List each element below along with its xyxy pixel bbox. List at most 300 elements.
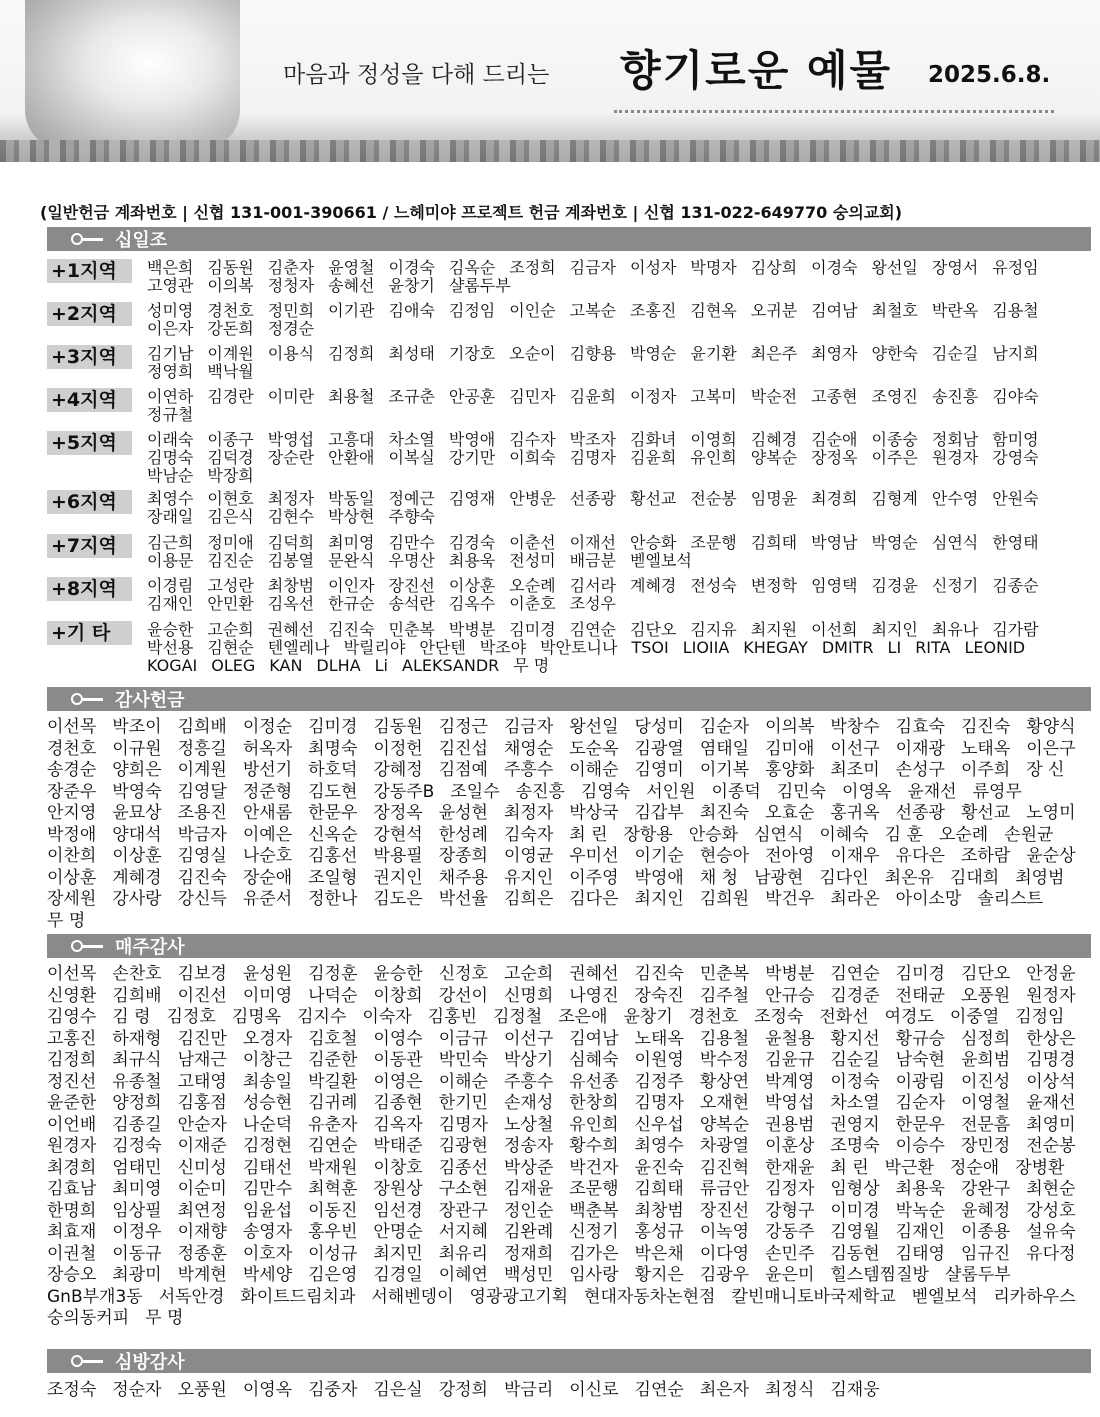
donor-name: 하재형 — [112, 1028, 162, 1049]
hands-image — [25, 0, 240, 150]
donor-name: 백춘복 — [569, 1200, 619, 1221]
donor-name: 정경순 — [267, 319, 315, 338]
donor-name: 김용철 — [699, 1028, 750, 1049]
donor-name: 이혜숙 — [819, 824, 869, 845]
donor-name: 안원숙 — [992, 489, 1039, 508]
donor-name: 김영미 — [634, 760, 684, 780]
region-row — [47, 302, 1091, 338]
donor-name: 김진숙 — [634, 964, 684, 984]
donor-name: 박민숙 — [438, 1050, 488, 1070]
donor-name: 김경일 — [373, 1265, 423, 1285]
donor-name: 박녹순 — [895, 1200, 945, 1221]
donor-name: 이진성 — [960, 1071, 1011, 1092]
donor-name: DLHA — [316, 656, 361, 675]
donor-name: 우명산 — [388, 551, 435, 570]
donor-name: 고복순 — [569, 301, 616, 320]
donor-name: 화이트드림치과 — [240, 1286, 356, 1307]
donor-name: 신옥순 — [308, 824, 358, 845]
donor-name: 정영희 — [147, 362, 194, 381]
donor-name: 최현순 — [1026, 1179, 1076, 1199]
donor-name: 조정숙 — [754, 1007, 804, 1027]
donor-name: 최 린 — [830, 1157, 869, 1178]
donor-name: 계혜경 — [112, 867, 162, 888]
donor-name: 선종광 — [895, 803, 945, 823]
donor-name: 최진숙 — [699, 803, 750, 823]
donor-name: 최 린 — [569, 824, 608, 845]
donor-name: 유다은 — [895, 846, 945, 866]
donor-name: 김가람 — [992, 620, 1039, 639]
donor-name: 김동현 — [830, 1243, 880, 1264]
donor-name: 차소열 — [388, 430, 435, 449]
donor-name: 신정기 — [931, 576, 979, 595]
donor-name: 이중열 — [949, 1007, 1000, 1027]
donor-name: 유선종 — [569, 1071, 619, 1092]
donor-name: 김영실 — [177, 846, 227, 866]
section-header-thanks — [47, 687, 1091, 711]
donor-name: 조문행 — [690, 533, 737, 552]
donor-name: 박병분 — [448, 620, 496, 639]
donor-name: 최라온 — [830, 889, 880, 909]
donor-name: 송진흥 — [515, 781, 565, 802]
donor-name: 홍성규 — [634, 1222, 684, 1242]
donor-name: 안수영 — [931, 489, 979, 508]
donor-name: 김정임 — [1015, 1007, 1065, 1027]
weekly-names — [47, 964, 1097, 1330]
donor-name: 박근환 — [884, 1157, 934, 1178]
donor-name: OLEG — [211, 656, 256, 675]
donor-name: 임사랑 — [569, 1265, 619, 1285]
region-names — [147, 388, 1091, 424]
donor-name: 이래숙 — [147, 430, 194, 449]
donor-name: 이혜연 — [438, 1265, 488, 1285]
donor-name: 안승화 — [688, 824, 739, 845]
header-title: 향기로운 예물 — [620, 46, 893, 95]
donor-name: 최지인 — [871, 620, 918, 639]
donor-name: 강정희 — [438, 1380, 488, 1400]
donor-name: 이예은 — [242, 824, 293, 845]
donor-name: 고흥대 — [328, 430, 375, 449]
donor-name: 한규순 — [328, 594, 375, 613]
region-names — [147, 345, 1091, 381]
donor-name: 윤재선 — [907, 781, 957, 802]
donor-name: 최온유 — [884, 867, 934, 888]
donor-name: 샬롬두부 — [944, 1265, 1011, 1285]
donor-name: 이주희 — [960, 760, 1011, 780]
donor-name: 김봉열 — [267, 551, 315, 570]
region-names — [147, 621, 1091, 675]
donor-name: 박용필 — [373, 846, 423, 866]
donor-name: 유지인 — [503, 867, 554, 888]
donor-name: 홍귀옥 — [830, 803, 880, 823]
donor-name: 김태영 — [895, 1243, 945, 1264]
region-names — [147, 534, 1091, 570]
donor-name: 칼빈매니토바국제학교 — [731, 1286, 896, 1307]
region-names — [147, 577, 1091, 613]
donor-name: 권혜선 — [267, 620, 315, 639]
donor-name: 무 명 — [47, 910, 86, 931]
donor-name: 이경숙 — [388, 258, 435, 277]
donor-name: 김기남 — [147, 344, 194, 363]
donor-name: 주향숙 — [388, 507, 435, 526]
donor-name: 이동진 — [308, 1200, 358, 1221]
donor-name: 김경란 — [207, 387, 254, 406]
donor-name: 이상훈 — [448, 576, 496, 595]
donor-name: 황수희 — [569, 1136, 619, 1156]
donor-name: 박상현 — [328, 507, 375, 526]
donor-name: 김명자 — [634, 1093, 684, 1113]
donor-name: 윤재선 — [1026, 1093, 1076, 1113]
donor-name: 송영자 — [242, 1222, 293, 1242]
donor-name: 정순자 — [112, 1380, 162, 1400]
donor-name: 김 훈 — [884, 824, 923, 845]
donor-name: 조문행 — [569, 1179, 619, 1199]
donor-name: 정흥길 — [177, 738, 227, 759]
donor-name: 김정희 — [47, 1050, 97, 1070]
donor-name: KHEGAY — [743, 638, 808, 657]
donor-name: 이권철 — [47, 1243, 97, 1264]
donor-name: 최정식 — [765, 1380, 815, 1400]
donor-name: 최은자 — [699, 1380, 750, 1400]
donor-name: 조홍진 — [630, 301, 677, 320]
donor-name: 임규진 — [960, 1243, 1011, 1264]
donor-name: 박태준 — [373, 1136, 423, 1156]
forest-strip-image — [0, 140, 1100, 162]
donor-name: 이정숙 — [830, 1071, 880, 1092]
donor-name: 성미영 — [147, 301, 194, 320]
donor-name: LIOIIA — [682, 638, 730, 657]
donor-name: LEONID — [964, 638, 1026, 657]
donor-name: 윤묘상 — [112, 803, 162, 823]
donor-name: 박영애 — [448, 430, 496, 449]
donor-name: 전태균 — [895, 985, 945, 1006]
donor-name: 강동주B — [373, 781, 435, 802]
donor-name: 한명희 — [47, 1200, 97, 1221]
donor-name: 손재성 — [503, 1093, 554, 1113]
donor-name: 최경희 — [811, 489, 858, 508]
donor-name: 노상철 — [503, 1114, 554, 1135]
donor-name: 이창희 — [373, 985, 423, 1006]
donor-name: 고순희 — [207, 620, 254, 639]
donor-name: 이경림 — [147, 576, 194, 595]
donor-name: 김숙자 — [503, 824, 554, 845]
donor-name: 강성호 — [1026, 1200, 1076, 1221]
region-label: +6지역 — [47, 490, 132, 514]
donor-name: 최지원 — [750, 620, 798, 639]
donor-name: 황선교 — [630, 489, 677, 508]
donor-name: 이기복 — [699, 760, 750, 780]
donor-name: 이금규 — [438, 1028, 488, 1049]
donor-name: 윤성원 — [242, 964, 293, 984]
donor-name: 경천호 — [207, 301, 254, 320]
donor-name: 신명희 — [503, 985, 554, 1006]
donor-name: 여경도 — [884, 1007, 934, 1027]
donor-name: 서지혜 — [438, 1222, 488, 1242]
donor-name: 최용욱 — [895, 1179, 945, 1199]
donor-name: 임명윤 — [750, 489, 798, 508]
region-names — [147, 431, 1091, 485]
donor-name: 당성미 — [634, 717, 684, 737]
donor-name: 서독안경 — [158, 1286, 225, 1307]
donor-name: 김태선 — [242, 1157, 293, 1178]
donor-name: 장영서 — [931, 258, 979, 277]
donor-name: 박금자 — [177, 824, 227, 845]
donor-name: 김혜경 — [750, 430, 798, 449]
donor-name: 김경윤 — [871, 576, 918, 595]
region-row — [47, 259, 1091, 295]
donor-name: 이동관 — [373, 1050, 423, 1070]
donor-name: 벧엘보석 — [630, 551, 692, 570]
donor-name: 김연순 — [830, 964, 880, 984]
donor-name: 이선구 — [830, 738, 880, 759]
donor-name: 유다정 — [1026, 1243, 1076, 1264]
donor-name: 최정자 — [267, 489, 315, 508]
donor-name: 김갑부 — [634, 803, 684, 823]
donor-name: 김다은 — [569, 889, 619, 909]
donor-name: 샬롬두부 — [448, 276, 511, 295]
donor-name: 영광광고기획 — [469, 1286, 569, 1307]
donor-name: 김점예 — [438, 760, 488, 780]
donor-name: 송경순 — [47, 760, 97, 780]
donor-name: 이찬희 — [47, 846, 97, 866]
donor-name: 안승화 — [630, 533, 677, 552]
donor-name: 김은식 — [207, 507, 254, 526]
donor-name: 이주은 — [871, 448, 918, 467]
donor-name: 조은애 — [558, 1007, 608, 1027]
donor-name: 김다인 — [819, 867, 869, 888]
donor-name: 이규원 — [112, 738, 162, 759]
region-label: +기 타 — [47, 621, 132, 645]
donor-name: 조성우 — [569, 594, 616, 613]
donor-name: 김완례 — [503, 1222, 554, 1242]
donor-name: 장래일 — [147, 507, 194, 526]
donor-name: 장원상 — [373, 1179, 423, 1199]
donor-name: 김진섭 — [438, 738, 488, 759]
donor-name: 최영수 — [147, 489, 194, 508]
donor-name: 강사랑 — [112, 889, 162, 909]
donor-name: 윤진숙 — [634, 1157, 684, 1178]
donor-name: 한문우 — [308, 803, 358, 823]
donor-name: 원정자 — [1026, 985, 1076, 1006]
donor-name: 전성숙 — [690, 576, 737, 595]
donor-name: 원경자 — [931, 448, 979, 467]
donor-name: 김덕경 — [207, 448, 254, 467]
donor-name: 김홍점 — [177, 1093, 227, 1113]
donor-name: 오순례 — [938, 824, 989, 845]
donor-name: 김동원 — [207, 258, 254, 277]
donor-name: 오귀분 — [750, 301, 798, 320]
donor-name: 최지민 — [373, 1243, 423, 1264]
donor-name: 최조미 — [830, 760, 880, 780]
donor-name: 주흥수 — [503, 760, 554, 780]
donor-name: 김윤규 — [765, 1050, 815, 1070]
region-names — [147, 259, 1091, 295]
donor-name: 최혁훈 — [308, 1179, 358, 1199]
donor-name: 현대자동차논현점 — [584, 1286, 716, 1307]
donor-name: 왕선일 — [569, 717, 619, 737]
donor-name: 김정현 — [242, 1136, 293, 1156]
donor-name: 이영은 — [373, 1071, 423, 1092]
donor-name: 원경자 — [47, 1136, 97, 1156]
donor-name: 정규철 — [147, 405, 194, 424]
donor-name: 윤순상 — [1026, 846, 1076, 866]
donor-name: 리카하우스 — [993, 1286, 1076, 1307]
donor-name: 유준서 — [242, 889, 293, 909]
donor-name: 김옥순 — [448, 258, 496, 277]
donor-name: 김수자 — [509, 430, 556, 449]
donor-name: 윤기환 — [690, 344, 737, 363]
donor-name: 김민숙 — [776, 781, 827, 802]
donor-name: 김지유 — [690, 620, 737, 639]
region-row — [47, 534, 1091, 570]
donor-name: 조명숙 — [830, 1136, 880, 1156]
donor-name: 윤승한 — [373, 964, 423, 984]
donor-name: 정인순 — [503, 1200, 554, 1221]
donor-name: 박영애 — [634, 867, 684, 888]
donor-name: 황지은 — [634, 1265, 684, 1285]
donor-name: 고홍진 — [47, 1028, 97, 1049]
donor-name: 박병분 — [765, 964, 815, 984]
donor-name: 이종구 — [207, 430, 254, 449]
donor-name: 김보경 — [177, 964, 227, 984]
thanks-names — [47, 717, 1097, 932]
donor-name: 임형상 — [830, 1179, 880, 1199]
donor-name: 송석란 — [388, 594, 435, 613]
donor-name: 솔리스트 — [977, 889, 1044, 909]
donor-name: 무 명 — [145, 1308, 184, 1328]
donor-name: 김종길 — [112, 1114, 162, 1135]
donor-name: 고복미 — [690, 387, 737, 406]
donor-name: 방선기 — [242, 760, 293, 780]
donor-name: 이인자 — [328, 576, 375, 595]
section-header-weekly — [47, 934, 1091, 958]
donor-name: Li — [374, 656, 388, 675]
donor-name: 김경숙 — [448, 533, 496, 552]
donor-name: 한영태 — [992, 533, 1039, 552]
donor-name: 채영순 — [503, 738, 554, 759]
donor-name: 김 령 — [112, 1007, 151, 1027]
donor-name: 이정순 — [242, 717, 293, 737]
donor-name: 김서라 — [569, 576, 616, 595]
donor-name: 김영월 — [830, 1222, 880, 1242]
key-icon — [71, 693, 105, 705]
donor-name: 김연순 — [308, 1136, 358, 1156]
donor-name: 정예근 — [388, 489, 435, 508]
donor-name: 김정숙 — [112, 1136, 162, 1156]
donor-name: 김정자 — [765, 1179, 815, 1199]
donor-name: 안공훈 — [448, 387, 496, 406]
donor-name: 심연식 — [754, 824, 804, 845]
donor-name: 유인희 — [690, 448, 737, 467]
donor-name: 김정훈 — [308, 964, 358, 984]
donor-name: 조하람 — [960, 846, 1011, 866]
donor-name: 정종훈 — [177, 1243, 227, 1264]
region-label: +2지역 — [47, 302, 132, 326]
donor-name: 김귀례 — [308, 1093, 358, 1113]
donor-name: 박명자 — [690, 258, 737, 277]
donor-name: 강혜정 — [373, 760, 423, 780]
donor-name: 이계원 — [207, 344, 254, 363]
donor-name: 이선희 — [811, 620, 858, 639]
donor-name: 박안토니나 — [540, 638, 618, 657]
donor-name: 김여남 — [569, 1028, 619, 1049]
donor-name: 김재웅 — [830, 1380, 880, 1400]
donor-name: 박남순 — [147, 466, 194, 485]
donor-name: KOGAI — [147, 656, 198, 675]
donor-name: 이언배 — [47, 1114, 97, 1135]
donor-name: 배금분 — [569, 551, 616, 570]
donor-name: 이성규 — [308, 1243, 358, 1264]
donor-name: 류금안 — [699, 1179, 750, 1199]
donor-name: 민춘복 — [388, 620, 435, 639]
donor-name: 김영달 — [177, 781, 227, 802]
donor-name: 이창근 — [242, 1050, 293, 1070]
donor-name: DMITR — [821, 638, 874, 657]
donor-name: 김민자 — [509, 387, 556, 406]
donor-name: 박은채 — [634, 1243, 684, 1264]
region-label: +1지역 — [47, 259, 132, 283]
donor-name: 최영범 — [1015, 867, 1065, 888]
region-names — [147, 302, 1091, 338]
donor-name: 조규춘 — [388, 387, 435, 406]
key-icon — [71, 233, 105, 245]
donor-name: 전순봉 — [1026, 1136, 1076, 1156]
donor-name: 한문우 — [895, 1114, 945, 1135]
donor-name: 이현호 — [207, 489, 254, 508]
donor-name: 주흥수 — [503, 1071, 554, 1092]
donor-name: 허옥자 — [242, 738, 293, 759]
donor-name: 윤영철 — [328, 258, 375, 277]
donor-name: 이선목 — [47, 964, 97, 984]
donor-name: TSOI — [631, 638, 669, 657]
donor-name: 김재인 — [895, 1222, 945, 1242]
donor-name: 신정기 — [569, 1222, 619, 1242]
donor-name: 노태옥 — [634, 1028, 684, 1049]
donor-name: 정한나 — [308, 889, 358, 909]
donor-name: 선종광 — [569, 489, 616, 508]
donor-name: 윤준한 — [47, 1093, 97, 1113]
donor-name: 최미영 — [112, 1179, 162, 1199]
donor-name: 심정희 — [960, 1028, 1011, 1049]
donor-name: 이종숭 — [871, 430, 918, 449]
donor-name: 유춘자 — [308, 1114, 358, 1135]
donor-name: 김호철 — [308, 1028, 358, 1049]
donor-name: 박재원 — [308, 1157, 358, 1178]
donor-name: 황선교 — [960, 803, 1011, 823]
donor-name: 이은자 — [147, 319, 194, 338]
donor-name: 박상국 — [569, 803, 619, 823]
donor-name: 정진선 — [47, 1071, 97, 1092]
donor-name: 박릴리야 — [343, 638, 406, 657]
donor-name: 고순희 — [503, 964, 554, 984]
donor-name: 최창범 — [634, 1200, 684, 1221]
donor-name: 김덕희 — [267, 533, 315, 552]
donor-name: 김재윤 — [503, 1179, 554, 1199]
donor-name: 강선이 — [438, 985, 488, 1006]
donor-name: 우미선 — [569, 846, 619, 866]
donor-name: 김단오 — [960, 964, 1011, 984]
donor-name: 박정애 — [47, 824, 97, 845]
donor-name: 홍양화 — [765, 760, 815, 780]
donor-name: 윤창기 — [388, 276, 435, 295]
donor-name: 황규승 — [895, 1028, 945, 1049]
donor-name: 장정옥 — [811, 448, 858, 467]
donor-name: 조정희 — [509, 258, 556, 277]
donor-name: 이원영 — [634, 1050, 684, 1070]
donor-name: 이영수 — [373, 1028, 423, 1049]
donor-name: 문완식 — [328, 551, 375, 570]
donor-name: 손원균 — [1004, 824, 1054, 845]
donor-name: 정송자 — [503, 1136, 554, 1156]
